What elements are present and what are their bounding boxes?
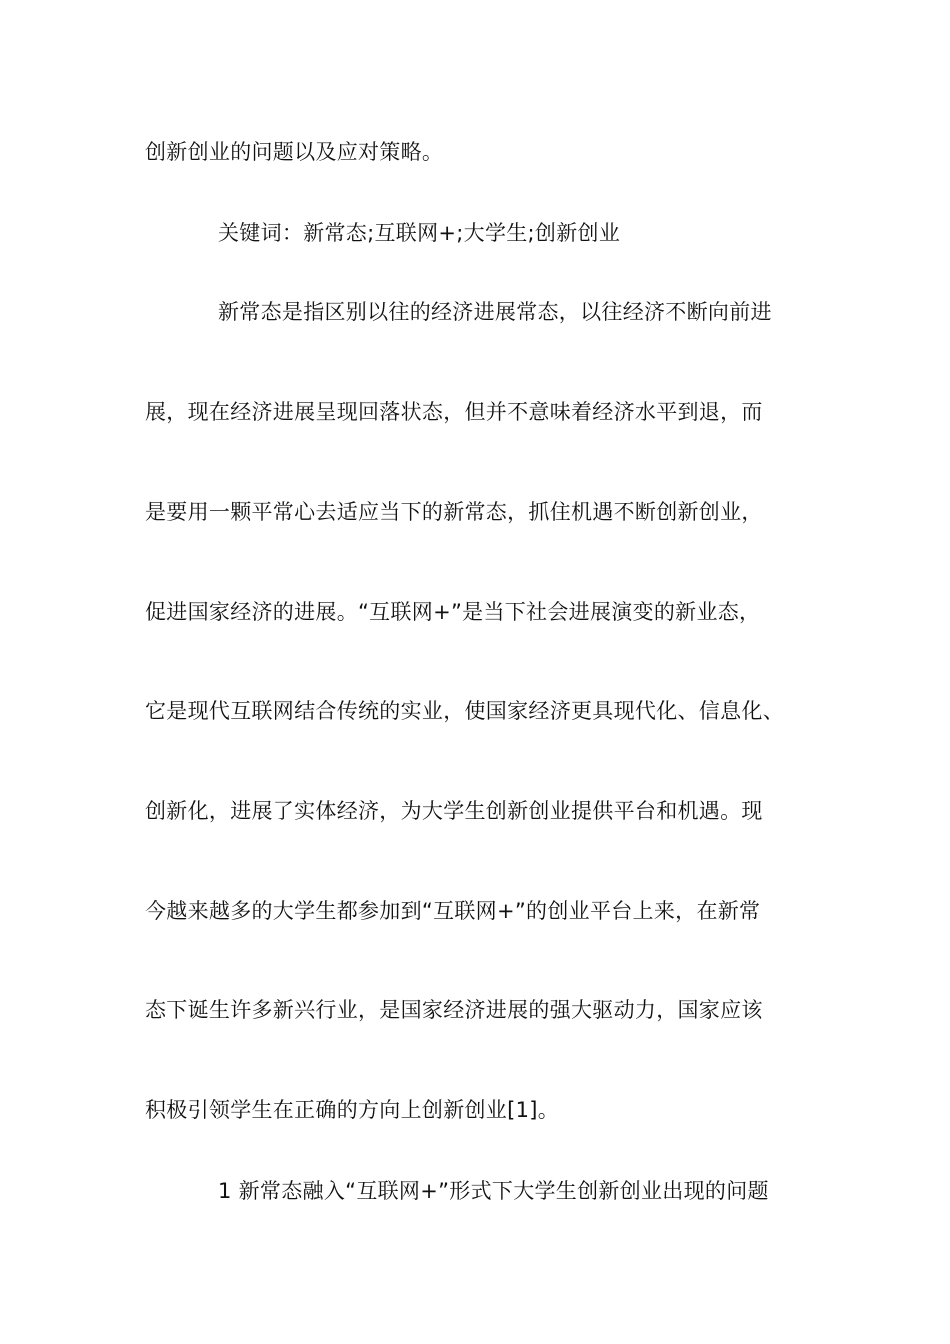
paragraph-line: 它是现代互联网结合传统的实业，使国家经济更具现代化、信息化、 [145,699,784,723]
intro-tail-line: 创新创业的问题以及应对策略。 [145,140,444,164]
paragraph-line: 创新化，进展了实体经济，为大学生创新创业提供平台和机遇。现 [145,799,763,823]
paragraph-line: 新常态是指区别以往的经济进展常态，以往经济不断向前进 [218,300,772,324]
paragraph-line: 态下诞生许多新兴行业，是国家经济进展的强大驱动力，国家应该 [145,998,763,1022]
keywords-line: 关键词：新常态;互联网+;大学生;创新创业 [218,221,621,245]
paragraph-line: 是要用一颗平常心去适应当下的新常态，抓住机遇不断创新创业， [145,500,763,524]
paragraph-line: 积极引领学生在正确的方向上创新创业[1]。 [145,1098,560,1122]
paragraph-line: 展，现在经济进展呈现回落状态，但并不意味着经济水平到退，而 [145,400,763,424]
paragraph-line: 今越来越多的大学生都参加到“互联网+”的创业平台上来，在新常 [145,899,761,923]
paragraph-line: 促进国家经济的进展。“互联网+”是当下社会进展演变的新业态， [145,600,761,624]
section-heading: 1 新常态融入“互联网+”形式下大学生创新创业出现的问题 [218,1179,769,1203]
